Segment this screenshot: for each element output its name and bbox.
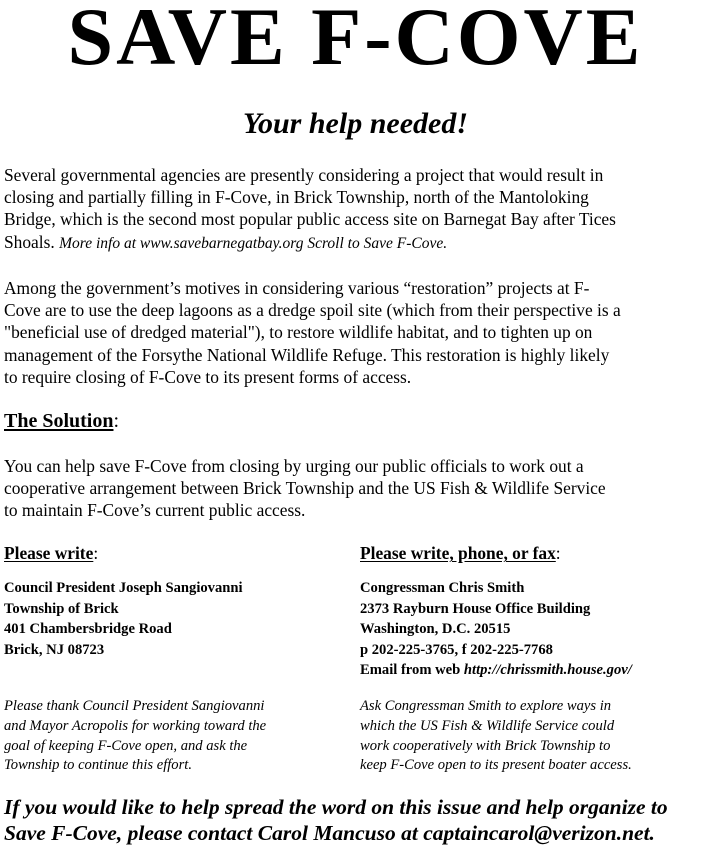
page-subtitle: Your help needed! xyxy=(243,107,468,140)
intro-line: Several governmental agencies are presently considering a project that would result in xyxy=(4,165,604,185)
address-line: 2373 Rayburn House Office Building xyxy=(360,600,591,617)
address-line: Washington, D.C. 20515 xyxy=(360,621,511,637)
footer-line: If you would like to help spread the word on this issue and help organize to xyxy=(4,795,668,819)
left-contact-heading-text: Please write xyxy=(4,543,94,563)
right-contact-address xyxy=(360,578,632,681)
motives-line: Among the government’s motives in considering various “restoration” projects at F- xyxy=(4,278,590,298)
motives-line: "beneficial use of dredged material"), to restore wildlife habitat, and to tighten up on xyxy=(4,322,593,343)
left-contact-note xyxy=(4,697,266,776)
solution-line: You can help save F-Cove from closing by urging our public officials to work out a xyxy=(4,456,584,476)
note-line: work cooperatively with Brick Township to xyxy=(360,737,611,754)
motives-line: Cove are to use the deep lagoons as a dredge spoil site (which from their perspective is a xyxy=(4,300,621,321)
solution-line: cooperative arrangement between Brick Township and the US Fish & Wildlife Service xyxy=(4,478,606,499)
more-info-link[interactable]: More info at www.savebarnegatbay.org Scroll to Save F-Cove. xyxy=(59,234,448,252)
note-line: Township to continue this effort. xyxy=(4,757,192,774)
intro-last-line xyxy=(4,231,708,255)
solution-heading-text: The Solution xyxy=(4,410,114,432)
address-line: Council President Joseph Sangiovanni xyxy=(4,580,243,596)
motives-paragraph xyxy=(4,277,708,388)
address-line: Township of Brick xyxy=(4,600,119,617)
address-line: 401 Chambersbridge Road xyxy=(4,621,172,637)
note-line: which the US Fish & Wildlife Service could xyxy=(360,717,615,734)
right-contact-heading-text: Please write, phone, or fax xyxy=(360,543,556,563)
footer-call-to-action xyxy=(4,794,708,846)
page-title: SAVE F-COVE xyxy=(67,0,644,82)
right-contact-heading-colon: : xyxy=(555,543,561,563)
motives-line: to require closing of F-Cove to its present forms of access. xyxy=(4,366,412,387)
intro-line: Bridge, which is the second most popular public access site on Barnegat Bay after Tices xyxy=(4,209,616,230)
email-line xyxy=(360,660,632,681)
note-line: Ask Congressman Smith to explore ways in xyxy=(360,698,612,714)
left-contact-heading-colon: : xyxy=(93,543,99,563)
note-line: goal of keeping F-Cove open, and ask the xyxy=(4,737,248,754)
solution-paragraph xyxy=(4,455,708,522)
intro-paragraph xyxy=(4,164,708,255)
email-label: Email from web xyxy=(360,662,464,678)
right-contact-heading xyxy=(360,542,561,564)
address-line: Brick, NJ 08723 xyxy=(4,641,105,658)
note-line: and Mayor Acropolis for working toward the xyxy=(4,717,267,734)
intro-line: Shoals. xyxy=(4,231,60,252)
solution-heading-colon: : xyxy=(113,410,120,432)
motives-line: management of the Forsythe National Wildlife Refuge. This restoration is highly likely xyxy=(4,344,610,365)
footer-line: Save F-Cove, please contact Carol Mancuso at captaincarol@verizon.net. xyxy=(4,821,655,845)
solution-line: to maintain F-Cove’s current public access. xyxy=(4,500,306,521)
address-line: Congressman Chris Smith xyxy=(360,580,525,596)
intro-line: closing and partially filling in F-Cove, in Brick Township, north of the Mantoloking xyxy=(4,187,589,208)
left-contact-address xyxy=(4,578,243,660)
email-web-link[interactable]: http://chrissmith.house.gov/ xyxy=(463,662,632,678)
note-line: Please thank Council President Sangiovanni xyxy=(4,698,265,714)
solution-heading xyxy=(4,408,119,434)
address-line: p 202-225-3765, f 202-225-7768 xyxy=(360,641,553,658)
left-contact-heading xyxy=(4,542,98,564)
right-contact-note xyxy=(360,697,632,776)
note-line: keep F-Cove open to its present boater access. xyxy=(360,757,632,774)
